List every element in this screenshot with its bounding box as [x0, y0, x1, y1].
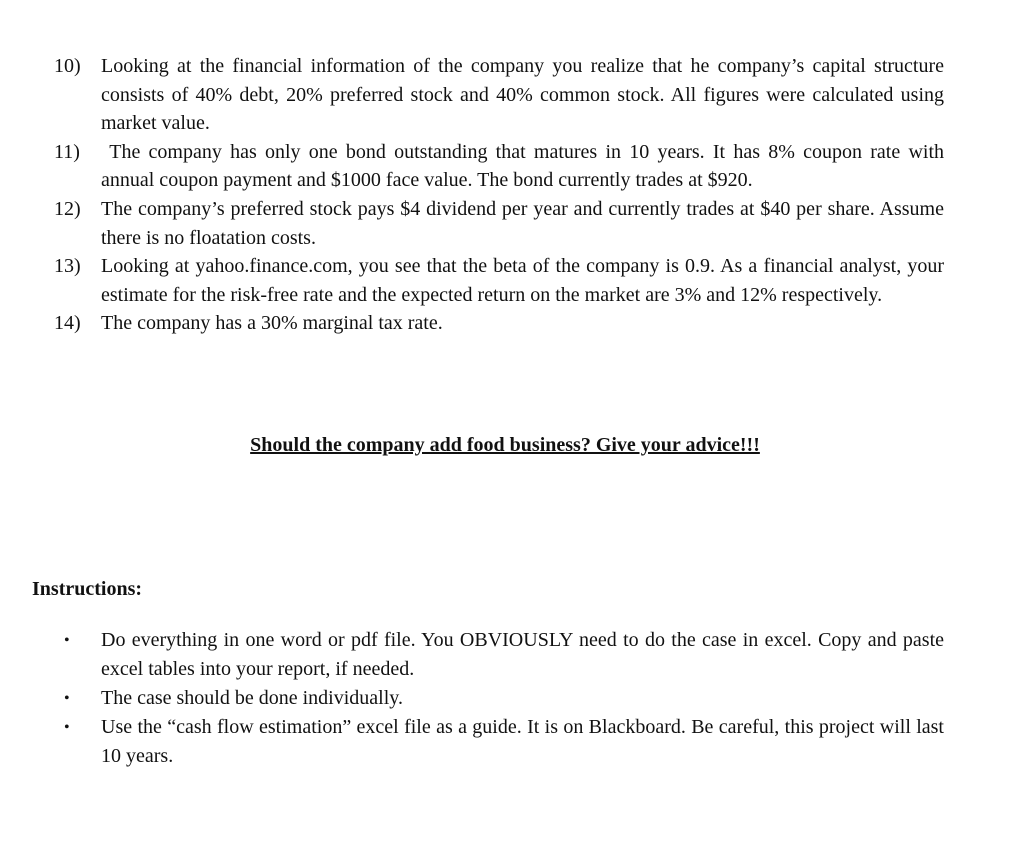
numbered-list: [54, 52, 949, 338]
question-heading: Should the company add food business? Give your advice!!!: [250, 434, 760, 456]
item-text: The company has a 30% marginal tax rate.: [101, 312, 443, 335]
list-item: [54, 626, 944, 684]
item-text: Looking at yahoo.finance.com, you see that the beta of the company is 0.9. As a financial analyst, your estimate for the risk-free rate and the expected return on the market are 3% and 12% respectively.: [101, 255, 944, 306]
item-number: 12): [54, 197, 81, 220]
bullet-text: The case should be done individually.: [101, 687, 403, 709]
bullet-icon: •: [64, 719, 70, 736]
item-number: 10): [54, 55, 81, 77]
list-item: [54, 138, 949, 195]
item-text: Looking at the financial information of the company you realize that he company’s capital structure consists of 40% debt, 20% preferred stock and 40% common stock. All figures were calculated using market value.: [101, 55, 944, 135]
list-item: [54, 309, 944, 338]
bullet-icon: •: [64, 632, 70, 649]
item-text: The company has only one bond outstanding that matures in 10 years. It has 8% coupon rate with annual coupon payment and $1000 face value. The bond currently trades at $920.: [101, 140, 949, 192]
list-item: [54, 252, 944, 309]
item-number: 11): [54, 140, 80, 163]
bullet-icon: •: [64, 690, 70, 707]
instructions-heading: Instructions:: [32, 578, 143, 600]
list-item: [54, 684, 944, 713]
bullet-text: Use the “cash flow estimation” excel file as a guide. It is on Blackboard. Be careful, this project will last 10 years.: [101, 716, 944, 767]
instructions-list: [54, 626, 944, 771]
item-number: 13): [54, 255, 81, 278]
list-item: [54, 713, 944, 771]
item-number: 14): [54, 312, 81, 335]
list-item: [54, 52, 944, 138]
item-text: The company’s preferred stock pays $4 dividend per year and currently trades at $40 per share. Assume there is no floatation costs.: [101, 197, 944, 249]
list-item: [54, 195, 944, 252]
bullet-text: Do everything in one word or pdf file. You OBVIOUSLY need to do the case in excel. Copy and paste excel tables into your report, if needed.: [101, 629, 944, 680]
